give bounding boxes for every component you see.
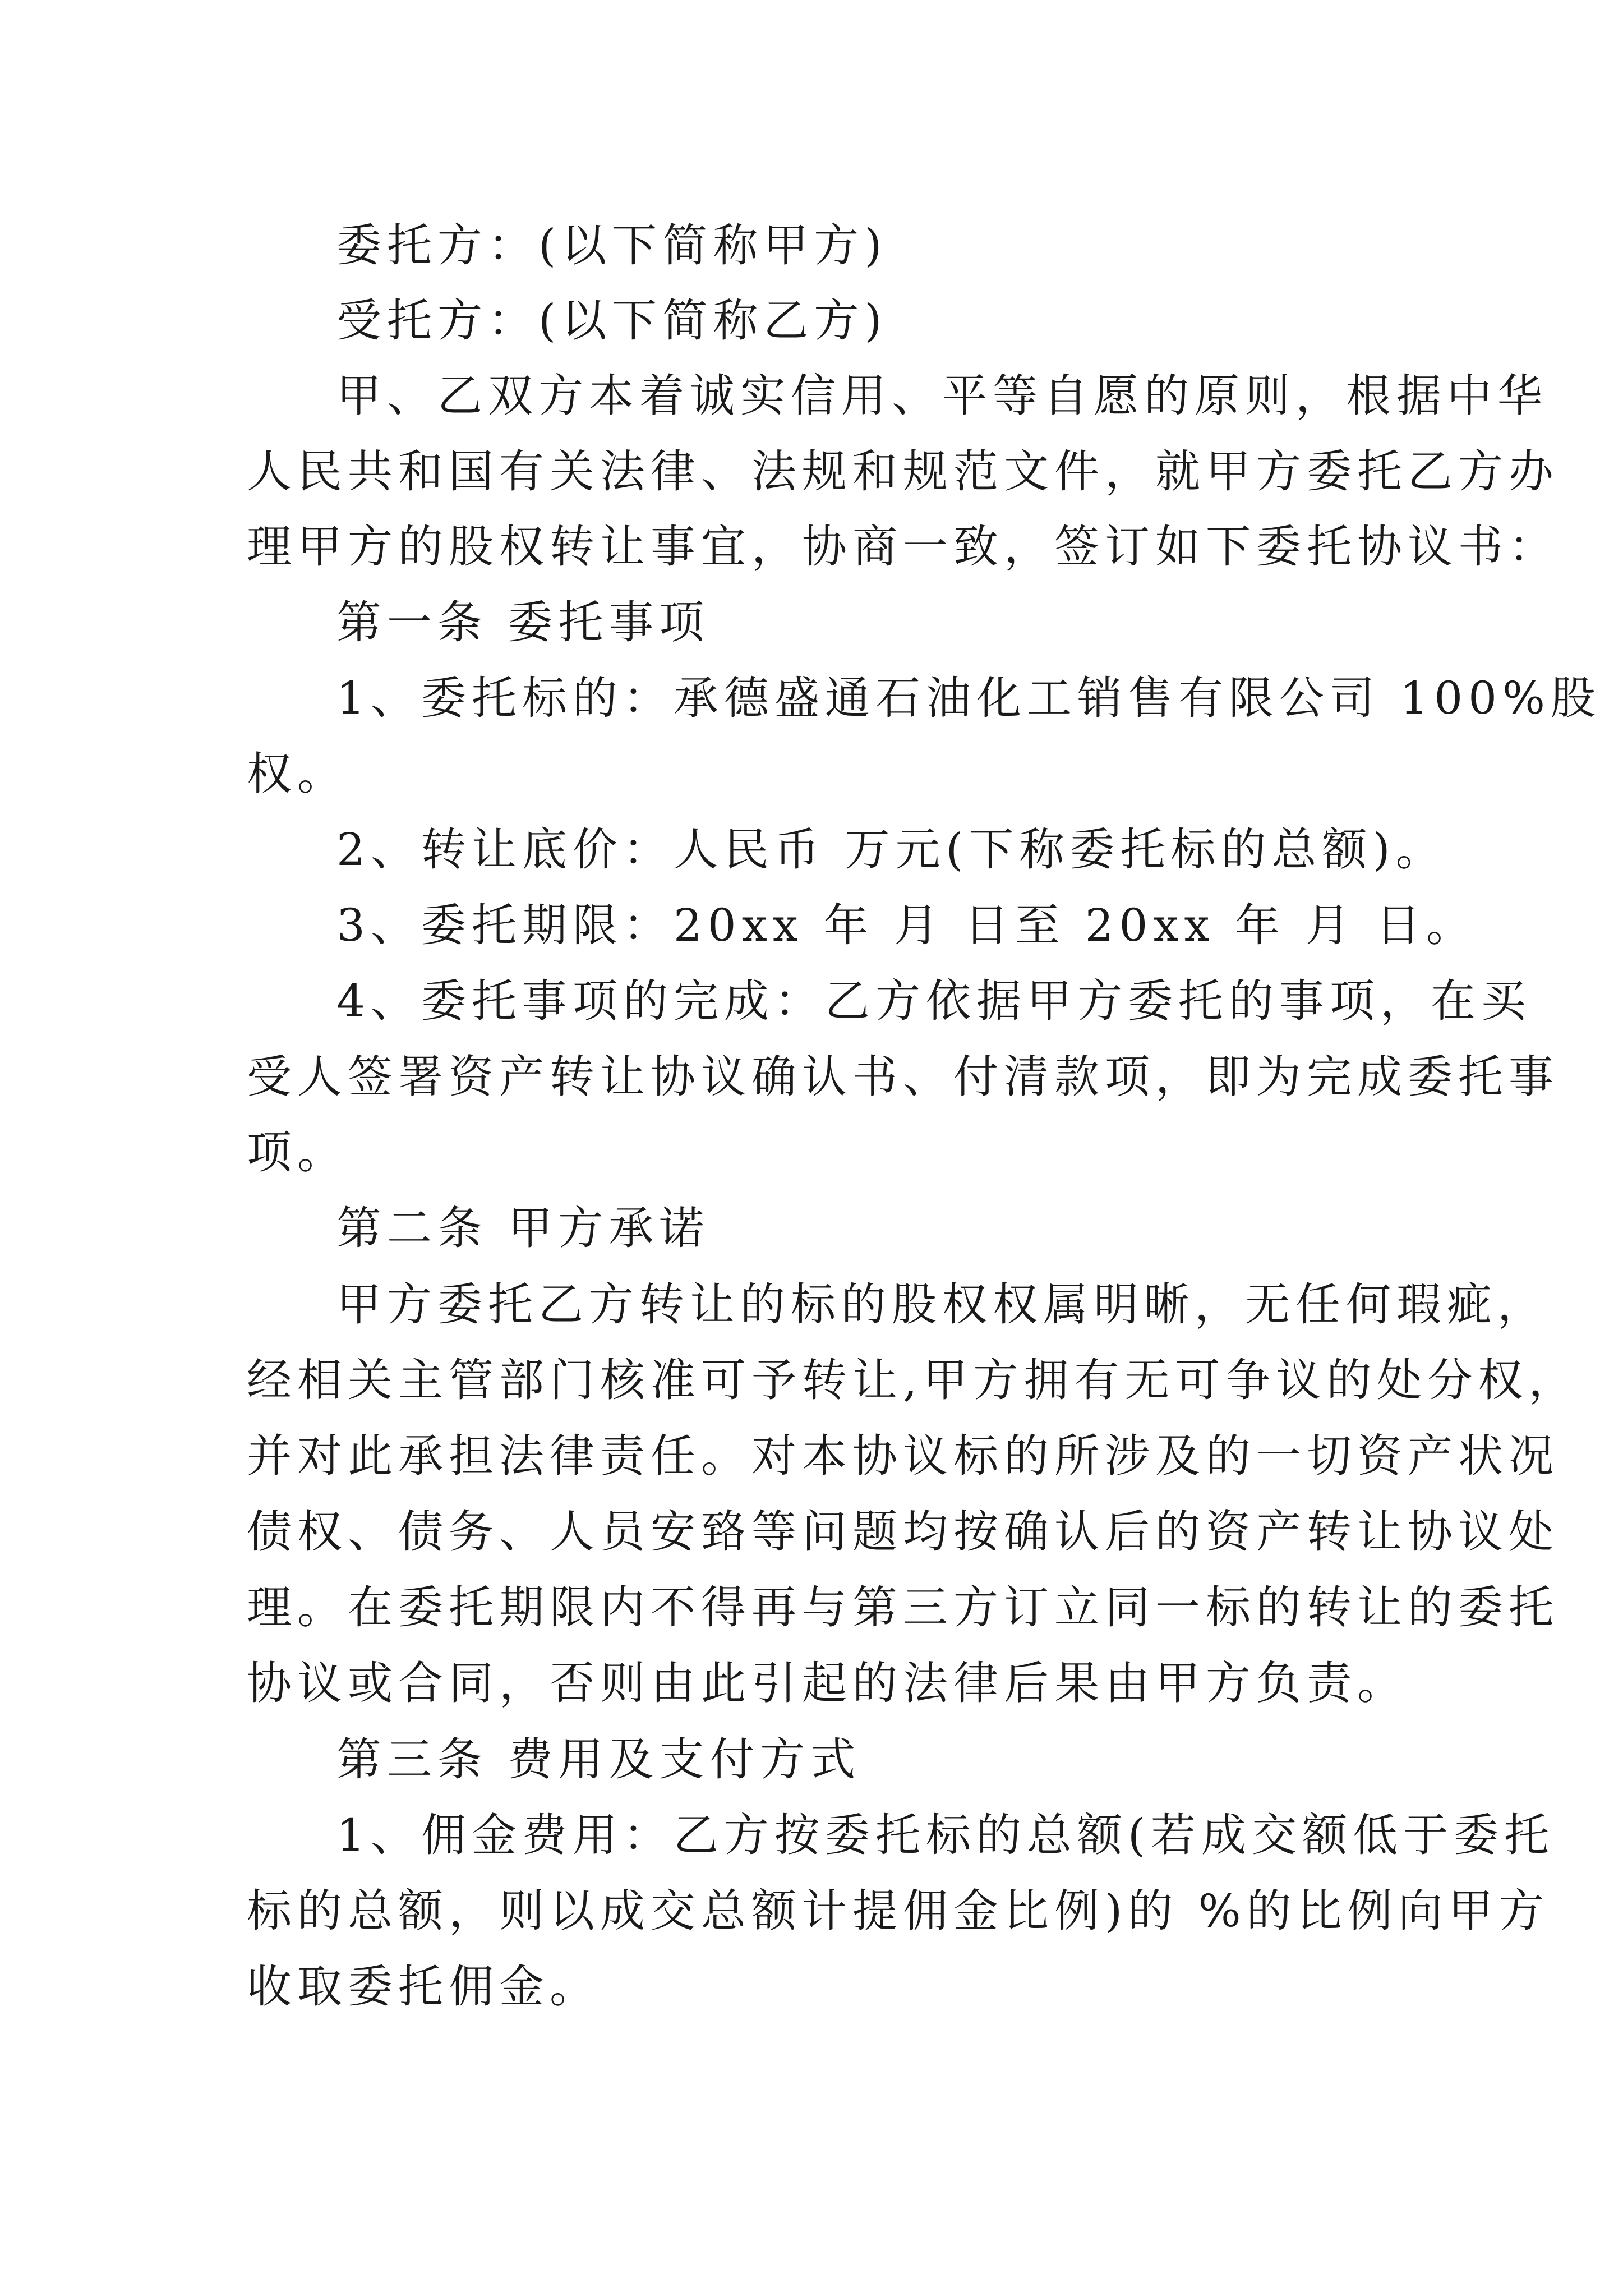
text-line: 理甲方的股权转让事宜，协商一致，签订如下委托协议书： <box>247 521 1559 573</box>
text-line: 协议或合同，否则由此引起的法律后果由甲方负责。 <box>247 1657 1408 1709</box>
text-line: 受人签署资产转让协议确认书、付清款项，即为完成委托事 <box>247 1051 1559 1103</box>
text-line: 甲方委托乙方转让的标的股权权属明晰，无任何瑕疵， <box>336 1278 1548 1331</box>
text-line: 委托方：(以下简称甲方) <box>336 219 888 272</box>
text-line: 甲、乙双方本着诚实信用、平等自愿的原则，根据中华 <box>336 370 1548 422</box>
text-line: 项。 <box>247 1126 348 1179</box>
text-line: 受托方：(以下简称乙方) <box>336 295 888 347</box>
section-heading: 第二条 甲方承诺 <box>336 1202 710 1254</box>
section-heading: 第一条 委托事项 <box>336 596 710 648</box>
text-line: 权。 <box>247 748 348 800</box>
text-line: 标的总额，则以成交总额计提佣金比例)的 %的比例向甲方 <box>247 1885 1550 1937</box>
text-line: 3、委托期限：20xx 年 月 日至 20xx 年 月 日。 <box>336 899 1477 951</box>
text-line: 1、佣金费用：乙方按委托标的总额(若成交额低于委托 <box>336 1809 1555 1861</box>
text-line: 收取委托佣金。 <box>247 1961 600 2013</box>
text-line: 理。在委托期限内不得再与第三方订立同一标的转让的委托 <box>247 1581 1559 1634</box>
text-line: 经相关主管部门核准可予转让,甲方拥有无可争议的处分权， <box>247 1354 1579 1406</box>
text-line: 2、转让底价：人民币 万元(下称委托标的总额)。 <box>336 823 1446 876</box>
text-line: 1、委托标的：承德盛通石油化工销售有限公司 100%股 <box>336 672 1602 724</box>
text-line: 4、委托事项的完成：乙方依据甲方委托的事项，在买 <box>336 975 1532 1027</box>
section-heading: 第三条 费用及支付方式 <box>336 1733 861 1786</box>
text-line: 人民共和国有关法律、法规和规范文件，就甲方委托乙方办 <box>247 445 1559 498</box>
text-line: 并对此承担法律责任。对本协议标的所涉及的一切资产状况 <box>247 1430 1559 1482</box>
text-line: 债权、债务、人员安臵等问题均按确认后的资产转让协议处 <box>247 1506 1559 1558</box>
